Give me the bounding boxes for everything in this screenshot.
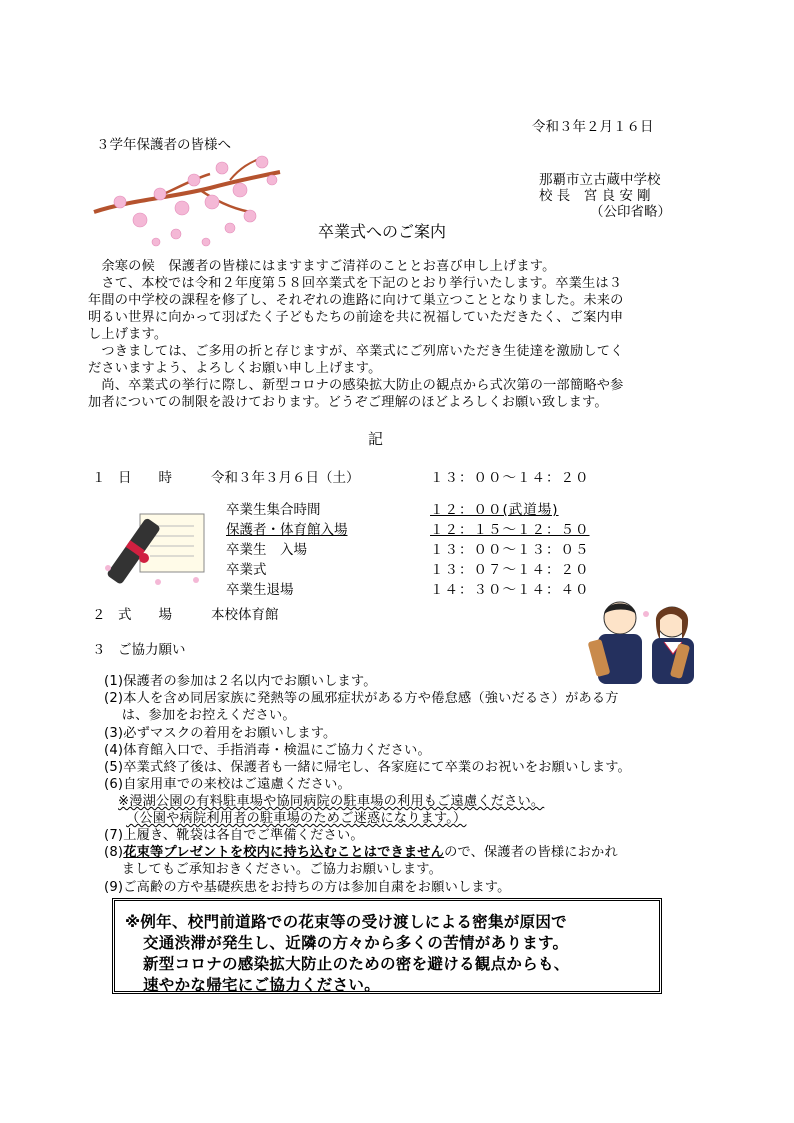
request-4: (4)体育館入口で、手指消毒・検温にご協力ください。 [104, 743, 431, 758]
intro-line: 余寒の候 保護者の皆様にはますますご清祥のこととお喜び申し上げます。 [88, 259, 556, 274]
document-title: 卒業式へのご案内 [318, 222, 447, 241]
intro-line: し上げます。 [88, 327, 168, 342]
cherry-blossom-illustration [90, 150, 290, 255]
intro-line: つきましては、ご多用の折と存じますが、卒業式にご列席いただき生徒達を激励してく [88, 344, 624, 359]
principal-name: 校 長 宮 良 安 剛 [539, 188, 651, 204]
schedule-row [226, 518, 590, 538]
schedule-time: １４：３０～１４：４０ [430, 582, 590, 598]
request-2-cont: は、参加をお控えください。 [104, 708, 296, 723]
notice-line: ※例年、校門前道路での花束等の受け渡しによる密集が原因で [125, 913, 567, 931]
schedule-time: １２：１５～１２：５０ [430, 522, 590, 538]
intro-line: ださいますよう、よろしくお願い申し上げます。 [88, 361, 382, 376]
request-8-cont: ましてもご承知おきください。ご協力お願いします。 [104, 862, 443, 877]
ki-heading: 記 [368, 430, 384, 448]
schedule-row [226, 498, 590, 518]
schedule-time: １３：００～１３：０５ [430, 542, 590, 558]
addressee: ３学年保護者の皆様へ [96, 137, 231, 153]
item2-value: 本校体育館 [211, 607, 279, 623]
schedule-table [226, 498, 590, 598]
item3-label: ご協力願い [118, 642, 186, 658]
item1-time: １３：００～１４：２０ [430, 470, 590, 486]
item2-label: 式 場 [118, 607, 172, 623]
document-date: 令和３年２月１６日 [532, 119, 654, 135]
request-6-note: ※漫湖公園の有料駐車場や協同病院の駐車場の利用もご遠慮ください。 [118, 794, 545, 809]
schedule-label: 卒業式 [226, 562, 267, 578]
request-8-emphasis: 花束等プレゼントを校内に持ち込むことはできません [123, 845, 445, 860]
item3-number: ３ [92, 642, 106, 658]
request-9: (9)ご高齢の方や基礎疾患をお持ちの方は参加自粛をお願いします。 [104, 880, 511, 895]
schedule-label: 保護者・体育館入場 [226, 522, 348, 538]
schedule-time: １３：０７～１４：２０ [430, 562, 590, 578]
schedule-row [226, 538, 590, 558]
schedule-row [226, 578, 590, 598]
notice-line: 交通渋滞が発生し、近隣の方々から多くの苦情があります。 [143, 934, 569, 952]
schedule-label: 卒業生退場 [226, 582, 294, 598]
request-6: (6)自家用車での来校はご遠慮ください。 [104, 777, 351, 792]
item1-label: 日 時 [118, 470, 172, 486]
notice-box [112, 898, 662, 994]
schedule-label: 卒業生 入場 [226, 542, 307, 558]
schedule-time: １２：００(武道場) [430, 502, 559, 518]
request-5: (5)卒業式終了後は、保護者も一緒に帰宅し、各家庭にて卒業のお祝いをお願いします。 [104, 760, 631, 775]
intro-line: さて、本校では令和２年度第５８回卒業式を下記のとおり挙行いたします。卒業生は３ [88, 276, 623, 291]
schedule-label: 卒業生集合時間 [226, 502, 321, 518]
intro-line: 明るい世界に向かって羽ばたく子どもたちの前途を共に祝福していただきたく、ご案内申 [88, 310, 624, 325]
schedule-row [226, 558, 590, 578]
notice-line: 速やかな帰宅にご協力ください。 [143, 976, 381, 994]
graduates-illustration [584, 596, 704, 684]
intro-line: 年間の中学校の課程を修了し、それぞれの進路に向けて巣立つこととなりました。未来の [88, 293, 624, 308]
request-1: (1)保護者の参加は２名以内でお願いします。 [104, 674, 377, 689]
notice-line: 新型コロナの感染拡大防止のための密を避ける観点からも、 [143, 955, 570, 973]
school-name: 那覇市立古蔵中学校 [539, 172, 661, 188]
request-2: (2)本人を含め同居家族に発熱等の風邪症状がある方や倦怠感（強いだるさ）がある方 [104, 691, 619, 706]
intro-line: 尚、卒業式の挙行に際し、新型コロナの感染拡大防止の観点から式次第の一部簡略や参 [88, 378, 624, 393]
request-6-note-2: （公園や病院利用者の駐車場のためご迷惑になります。） [126, 811, 467, 826]
request-7: (7)上履き、靴袋は各自でご準備ください。 [104, 828, 364, 843]
request-8-prefix: (8) [104, 845, 124, 860]
item2-number: ２ [92, 607, 106, 623]
request-8-rest: ので、保護者の皆様におかれ [444, 845, 618, 860]
diploma-illustration [98, 508, 208, 592]
seal-note: （公印省略） [590, 204, 671, 220]
item1-number: １ [92, 470, 106, 486]
intro-line: 加者についての制限を設けております。どうぞご理解のほどよろしくお願い致します。 [88, 395, 608, 410]
item1-date: 令和３年３月６日（土） [211, 470, 360, 486]
request-3: (3)必ずマスクの着用をお願いします。 [104, 726, 337, 741]
